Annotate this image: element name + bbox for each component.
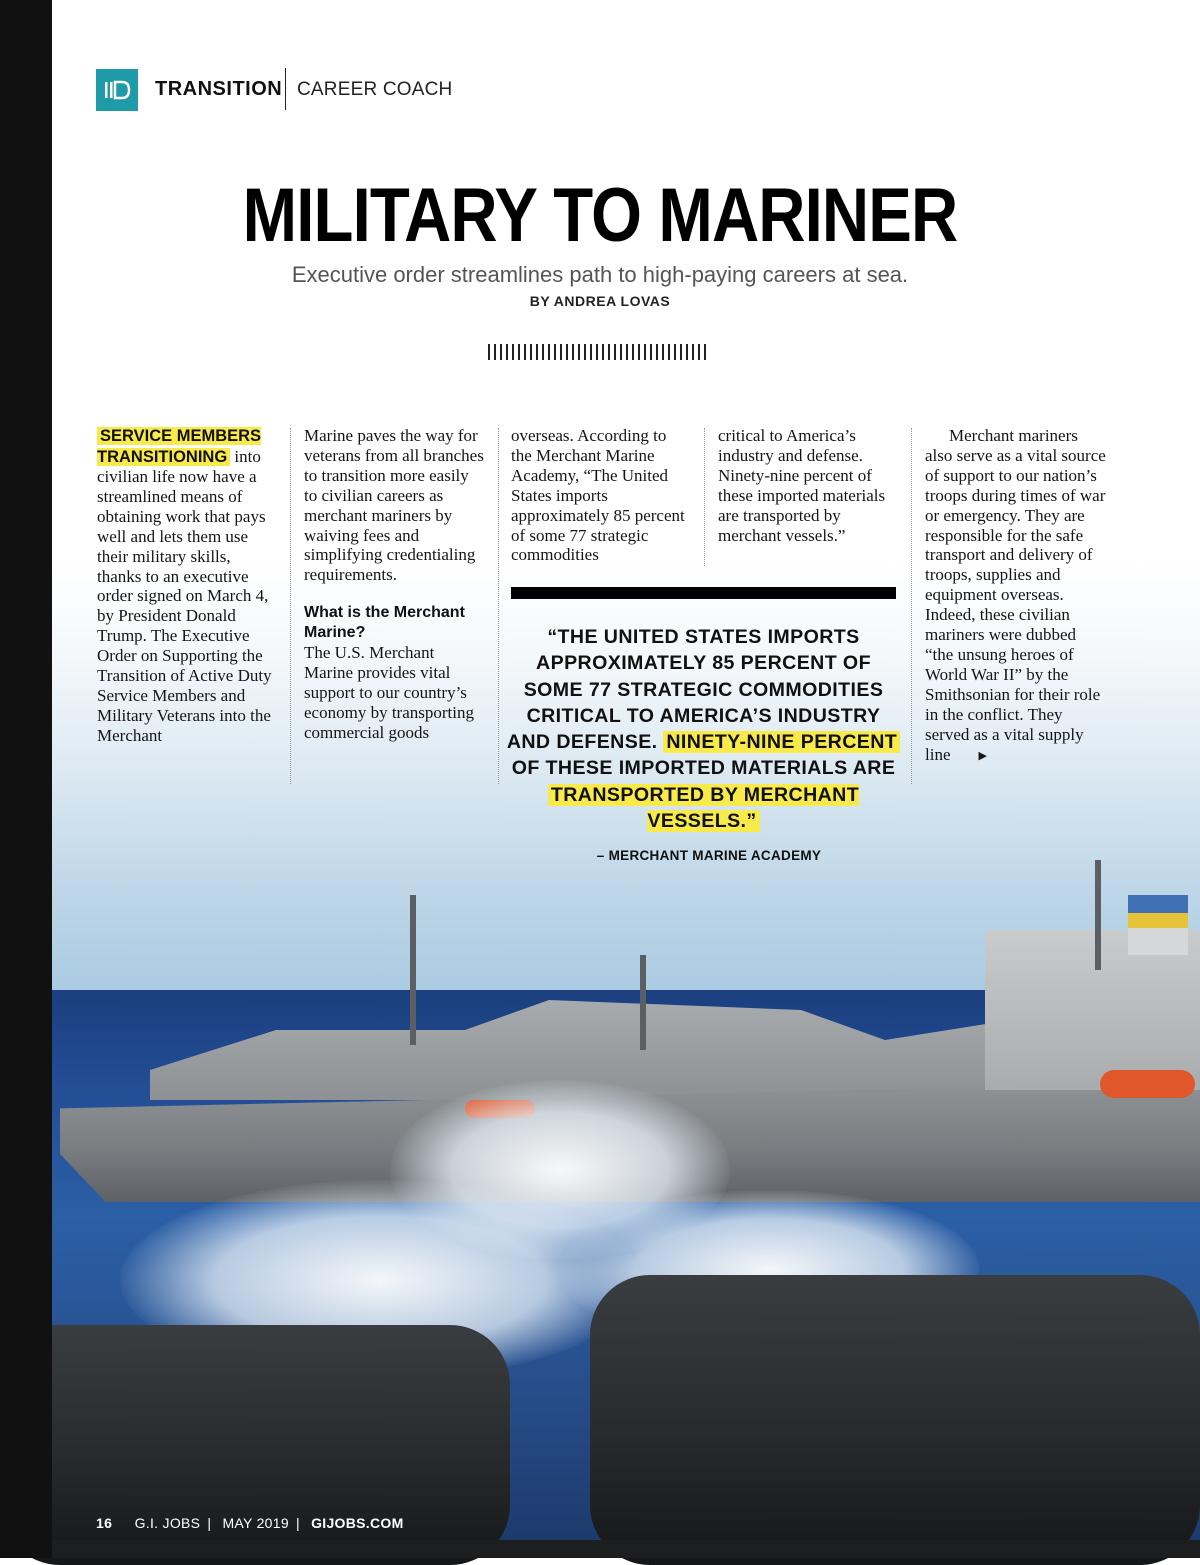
body-column-5 [925, 426, 1107, 766]
pullquote-rule [511, 587, 896, 599]
page-footer: 16 G.I. JOBS | MAY 2019 | GIJOBS.COM [96, 1515, 404, 1531]
body-column-2 [304, 426, 484, 743]
ship-rail [0, 1540, 1200, 1558]
column-divider [704, 428, 705, 566]
article-subtitle: Executive order streamlines path to high-paying careers at sea. [291, 262, 909, 287]
column-text: critical to America’s industry and defense. Ninety-nine percent of these imported materials are transported by merchant vessels.” [718, 426, 886, 545]
pullquote-highlight: TRANSPORTED BY MERCHANT VESSELS.” [548, 784, 859, 832]
pullquote [506, 624, 901, 834]
section-name: TRANSITION [155, 78, 283, 100]
id-badge-icon [96, 69, 138, 111]
pullquote-text: OF THESE IMPORTED MATERIALS ARE [511, 757, 896, 780]
decorative-barcode [488, 344, 710, 360]
column-subheading: What is the Merchant Marine? [304, 604, 465, 642]
column-divider [498, 428, 499, 784]
column-divider [911, 428, 912, 784]
column-text-body: into civilian life now have a streamlined means of obtaining work that pays well and lets them use their military skills, thanks to an executive order signed on March 4, by President Donald Trump. The Executive Order on Supporting the Transition of Active Duty Service Members and Military Veterans into the Merchant [97, 446, 272, 745]
pullquote-source: – MERCHANT MARINE ACADEMY [596, 848, 822, 863]
page-number: 16 [96, 1515, 113, 1531]
ship-mast [410, 895, 416, 1045]
page-edge-bar [0, 0, 52, 1558]
article-title: MILITARY TO MARINER [242, 173, 958, 258]
section-subtitle: CAREER COACH [297, 79, 453, 100]
life-raft-canister [590, 1275, 1200, 1565]
ship-funnel [1128, 895, 1188, 955]
lead-highlight: SERVICE MEMBERS TRANSITIONING [97, 427, 262, 466]
issue-date: MAY 2019 [222, 1515, 289, 1531]
column-text: overseas. According to the Merchant Marine Academy, “The United States imports approximately 85 percent of some 77 strategic commodities [511, 426, 685, 565]
body-column-1 [97, 426, 277, 746]
website-link[interactable]: GIJOBS.COM [311, 1515, 404, 1531]
header-divider [285, 68, 286, 110]
body-column-4 [718, 426, 898, 545]
lifeboat [1100, 1070, 1195, 1098]
arrow-right-icon: ▶ [978, 749, 987, 762]
ship-mast [640, 955, 646, 1050]
column-text-body: Merchant mariners also serve as a vital source of support to our nation’s troops during times of war or emergency. They are responsible for the safe transport and delivery of troops, supplies and equipment overseas. Indeed, these civilian mariners were dubbed “the unsung heroes of World War II” by the Smithsonian for their role in the conflict. They served as a vital supply line [925, 426, 1106, 764]
column-text [97, 426, 277, 746]
column-text [925, 426, 1107, 766]
column-text: The U.S. Merchant Marine provides vital support to our country’s economy by transporting commercial goods [304, 643, 474, 742]
column-divider [290, 428, 291, 784]
body-column-3 [511, 426, 691, 565]
pullquote-highlight: NINETY-NINE PERCENT [663, 731, 900, 753]
column-text: Marine paves the way for veterans from all branches to transition more easily to civilian careers as merchant mariners by waiving fees and simplifying credentialing requirements. [304, 426, 484, 585]
ship-mast [1095, 860, 1101, 970]
pullquote-text: “THE UNITED STATES IMPORTS APPROXIMATELY 85 PERCENT OF SOME 77 STRATEGIC COMMODITIES CRITICAL TO AMERICA’S INDUSTRY AND DEFENSE. [506, 626, 884, 754]
publication-name: G.I. JOBS [134, 1515, 201, 1531]
byline: BY ANDREA LOVAS [529, 293, 671, 309]
